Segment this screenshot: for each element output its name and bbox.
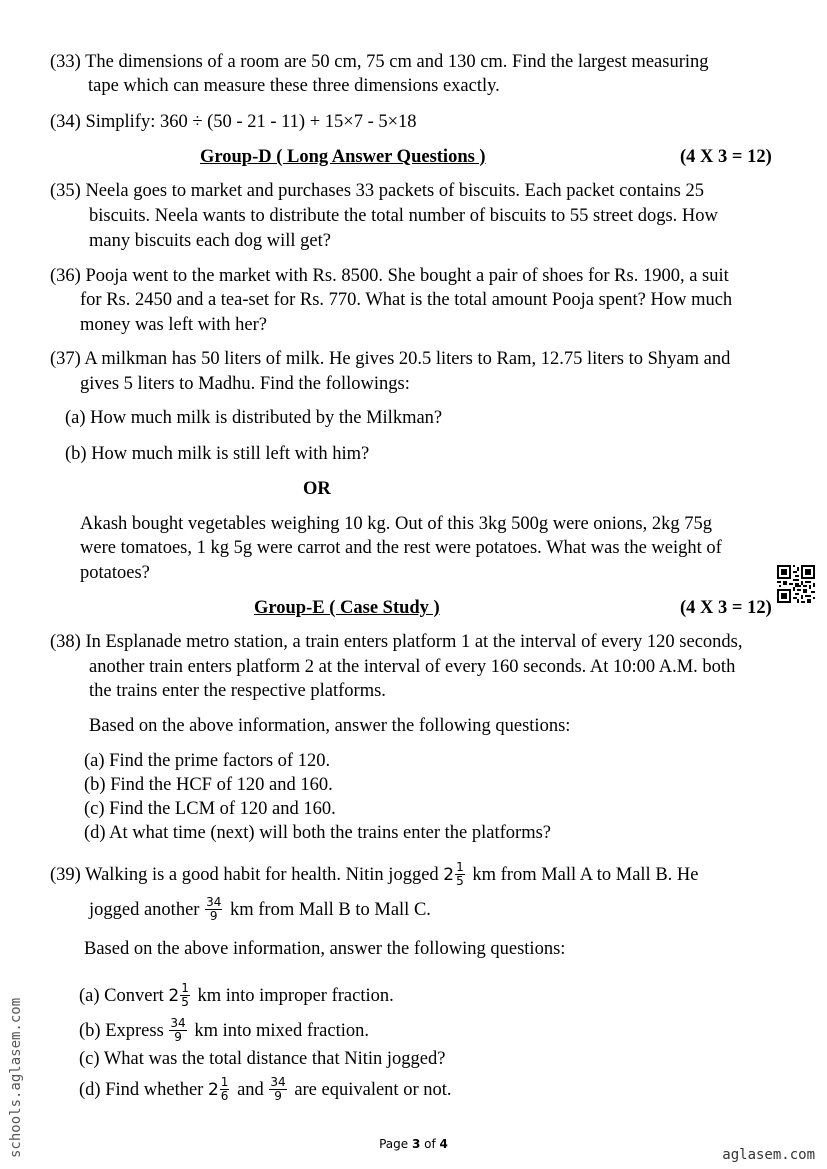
page-total: 4 <box>439 1137 448 1151</box>
q37-part-b: (b) How much milk is still left with him? <box>65 444 370 464</box>
page-current: 3 <box>411 1137 421 1151</box>
q34-line1: (34) Simplify: 360 ÷ (50 - 21 - 11) + 15×7 - 5×18 <box>50 112 417 132</box>
fraction <box>205 896 222 923</box>
q39-based: Based on the above information, answer the following questions: <box>84 939 566 959</box>
q39-part-a-tail: km into improper fraction. <box>197 985 394 1006</box>
q37-alt-line2: were tomatoes, 1 kg 5g were carrot and the rest were potatoes. What was the weight of <box>80 538 722 558</box>
q37-alt-line3: potatoes? <box>80 563 150 583</box>
q38-part-c: (c) Find the LCM of 120 and 160. <box>84 799 336 819</box>
group-d-title: Group-D ( Long Answer Questions ) <box>200 147 486 167</box>
q39-part-d-tail: are equivalent or not. <box>294 1079 452 1100</box>
fraction-denominator: 9 <box>209 909 218 923</box>
q39-part-b <box>79 1018 369 1045</box>
q39-line1-text: (39) Walking is a good habit for health. Nitin jogged <box>50 864 439 885</box>
fraction <box>169 1017 186 1044</box>
fraction-denominator: 5 <box>181 995 189 1009</box>
q37-line1: (37) A milkman has 50 liters of milk. He gives 20.5 liters to Ram, 12.75 liters to Shyam and <box>50 349 731 369</box>
q39-line2-text: jogged another <box>89 899 200 920</box>
q39-line2-tail: km from Mall B to Mall C. <box>229 899 431 920</box>
q39-part-d-text: (d) Find whether <box>79 1079 204 1100</box>
q33-line1: (33) The dimensions of a room are 50 cm, 75 cm and 130 cm. Find the largest measuring <box>50 52 709 72</box>
q36-line2: for Rs. 2450 and a tea-set for Rs. 770. What is the total amount Pooja spent? How much <box>80 290 733 310</box>
q35-line2: biscuits. Neela wants to distribute the total number of biscuits to 55 street dogs. How <box>89 206 718 226</box>
q38-line3: the trains enter the respective platforms. <box>89 681 386 701</box>
group-e-title: Group-E ( Case Study ) <box>254 598 440 618</box>
fraction <box>180 982 190 1009</box>
q38-line2: another train enters platform 2 at the interval of every 160 seconds. At 10:00 A.M. both <box>89 657 736 677</box>
q38-line1: (38) In Esplanade metro station, a train enters platform 1 at the interval of every 120 seconds, <box>50 632 743 652</box>
side-watermark: schools.aglasem.com <box>8 997 24 1158</box>
fraction-numerator: 1 <box>220 1075 229 1089</box>
q36-line3: money was left with her? <box>80 315 267 335</box>
mixed-number-whole: 2 <box>168 985 180 1006</box>
page-number <box>0 1132 827 1157</box>
page-prefix: Page <box>379 1137 412 1151</box>
fraction-denominator: 6 <box>220 1089 229 1103</box>
q38-based: Based on the above information, answer the following questions: <box>89 716 571 736</box>
q39-line2 <box>89 897 431 924</box>
q35-line1: (35) Neela goes to market and purchases 33 packets of biscuits. Each packet contains 25 <box>50 181 704 201</box>
mixed-number-whole: 2 <box>443 864 455 885</box>
fraction-denominator: 9 <box>174 1030 182 1044</box>
fraction-denominator: 5 <box>456 874 464 888</box>
fraction-numerator: 1 <box>456 860 464 874</box>
q39-part-b-text: (b) Express <box>79 1020 164 1041</box>
page-of: of <box>420 1137 440 1151</box>
q39-part-b-tail: km into mixed fraction. <box>194 1020 369 1041</box>
q37-or: OR <box>303 479 331 499</box>
fraction-numerator: 34 <box>170 1016 186 1030</box>
q39-part-d <box>79 1077 452 1104</box>
q36-line1: (36) Pooja went to the market with Rs. 8500. She bought a pair of shoes for Rs. 1900, a suit <box>50 266 729 286</box>
group-d-marks: (4 X 3 = 12) <box>680 147 772 167</box>
q39-line1-tail: km from Mall A to Mall B. He <box>472 864 699 885</box>
q37-alt-line1: Akash bought vegetables weighing 10 kg. Out of this 3kg 500g were onions, 2kg 75g <box>80 514 713 534</box>
fraction-numerator: 1 <box>181 981 189 995</box>
fraction <box>269 1076 286 1103</box>
qr-code-icon <box>777 565 815 603</box>
fraction <box>455 861 465 888</box>
q37-part-a: (a) How much milk is distributed by the Milkman? <box>65 408 443 428</box>
fraction <box>220 1076 230 1103</box>
q38-part-d: (d) At what time (next) will both the trains enter the platforms? <box>84 823 551 843</box>
q33-line2: tape which can measure these three dimensions exactly. <box>88 76 500 96</box>
q39-part-a <box>79 983 394 1010</box>
q37-line2: gives 5 liters to Madhu. Find the followings: <box>80 374 410 394</box>
group-e-marks: (4 X 3 = 12) <box>680 598 772 618</box>
bottom-watermark: aglasem.com <box>722 1147 815 1163</box>
q39-part-a-text: (a) Convert <box>79 985 164 1006</box>
q38-part-a: (a) Find the prime factors of 120. <box>84 751 331 771</box>
fraction-numerator: 34 <box>206 895 222 909</box>
fraction-numerator: 34 <box>270 1075 286 1089</box>
q35-line3: many biscuits each dog will get? <box>89 231 331 251</box>
fraction-denominator: 9 <box>274 1089 282 1103</box>
q39-line1 <box>50 862 698 889</box>
q38-part-b: (b) Find the HCF of 120 and 160. <box>84 775 333 795</box>
mixed-number-whole: 2 <box>207 1079 219 1100</box>
q39-part-d-and: and <box>237 1079 264 1100</box>
q39-part-c: (c) What was the total distance that Nitin jogged? <box>79 1049 446 1069</box>
